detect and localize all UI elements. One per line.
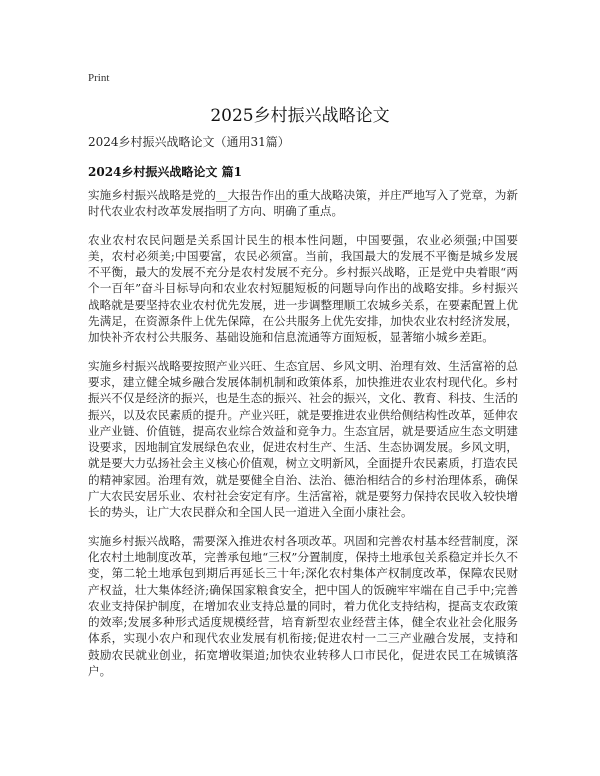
document-subtitle: 2024乡村振兴战略论文（通用31篇） — [88, 135, 290, 149]
paragraph-1: 实施乡村振兴战略是党的__大报告作出的重大战略决策，并庄严地写入了党章，为新时代农业农村改革发展指明了方向、明确了重点。 — [88, 188, 518, 219]
paragraph-4: 实施乡村振兴战略，需要深入推进农村各项改革。巩固和完善农村基本经营制度，深化农村土地制度改革，完善承包地“三权”分置制度，保持土地承包关系稳定并长久不变，第二轮土地承包到期后再延长三十年;深化农村集体产权制度改革，保障农民财产权益，壮大集体经济;确保国家粮食安全，把中国人的饭碗牢牢端在自己手中;完善农业支持保护制度，在增加农业支持总量的同时，着力优化支持结构，提高支农政策的效率;发展多种形式适度规模经营，培育新型农业经营主体，健全农业社会化服务体系，实现小农户和现代农业发展有机衔接;促进农村一二三产业融合发展，支持和鼓励农民就业创业，拓宽增收渠道;加快农业转移人口市民化，促进农民工在城镇落户。 — [88, 533, 518, 679]
paragraph-3: 实施乡村振兴战略要按照产业兴旺、生态宜居、乡风文明、治理有效、生活富裕的总要求，建立健全城乡融合发展体制机制和政策体系，加快推进农业农村现代化。乡村振兴不仅是经济的振兴，也是生态的振兴、社会的振兴，文化、教育、科技、生活的振兴，以及农民素质的提升。产业兴旺，就是要推进农业供给侧结构性改革，延伸农业产业链、价值链，提高农业综合效益和竞争力。生态宜居，就是要适应生态文明建设要求，因地制宜发展绿色农业，促进农村生产、生活、生态协调发展。乡风文明，就是要大力弘扬社会主义核心价值观，树立文明新风，全面提升农民素质，打造农民的精神家园。治理有效，就是要健全自治、法治、德治相结合的乡村治理体系，确保广大农民安居乐业、农村社会安定有序。生活富裕，就是要努力保持农民收入较快增长的势头，让广大农民群众和全国人民一道进入全面小康社会。 — [88, 358, 518, 520]
document-title: 2025乡村振兴战略论文 — [210, 106, 390, 126]
print-link[interactable]: Print — [88, 72, 110, 84]
paragraph-2: 农业农村农民问题是关系国计民生的根本性问题，中国要强，农业必须强;中国要美，农村必须美;中国要富，农民必须富。当前，我国最大的发展不平衡是城乡发展不平衡，最大的发展不充分是农村发展不充分。乡村振兴战略，正是党中央着眼“两个一百年”奋斗目标导向和农业农村短腿短板的问题导向作出的战略安排。乡村振兴战略就是要坚持农业农村优先发展，进一步调整理顺工农城乡关系，在要素配置上优先满足，在资源条件上优先保障，在公共服务上优先安排，加快农业农村经济发展，加快补齐农村公共服务、基础设施和信息流通等方面短板，显著缩小城乡差距。 — [88, 232, 518, 345]
section-heading: 2024乡村振兴战略论文 篇1 — [88, 165, 242, 179]
article-body — [88, 187, 518, 691]
